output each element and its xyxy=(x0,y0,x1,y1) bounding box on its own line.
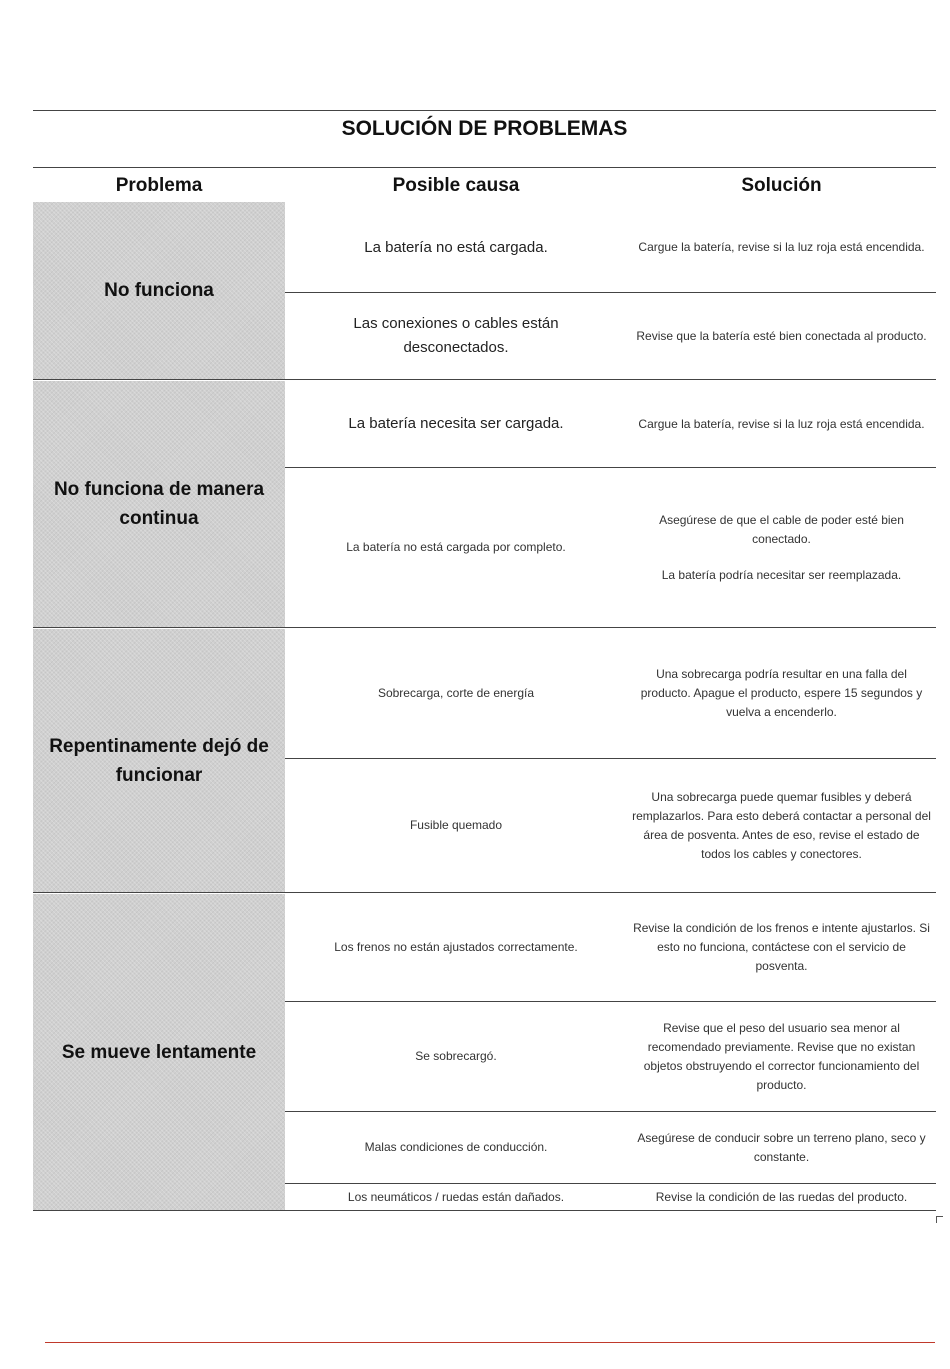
solution-text: Asegúrese de que el cable de poder esté bien conectado. xyxy=(659,512,904,546)
solution-text: Revise la condición de los frenos e intente ajustarlos. Si esto no funciona, contáctese con el servicio de posventa. xyxy=(633,921,930,973)
solution-cell xyxy=(627,468,936,627)
group-divider xyxy=(33,627,936,628)
solution-cell xyxy=(627,759,936,892)
solution-text: Revise que el peso del usuario sea menor al recomendado previamente. Revise que no existan objetos obstruyendo el corrector funcionamiento del producto. xyxy=(643,1020,920,1092)
solution-text: Una sobrecarga podría resultar en una falla del producto. Apague el producto, espere 15 segundos y vuelva a encenderlo. xyxy=(640,667,923,719)
footer-red-line xyxy=(45,1342,935,1343)
solution-cell xyxy=(627,894,936,1001)
page-title: SOLUCIÓN DE PROBLEMAS xyxy=(341,117,628,140)
solution-cell xyxy=(627,1112,936,1183)
problem-cell: No funciona de manera continua xyxy=(33,381,285,627)
title-rule xyxy=(33,167,936,168)
problem-cell: Repentinamente dejó de funcionar xyxy=(33,629,285,892)
solution-text: Asegúrese de conducir sobre un terreno plano, seco y constante. xyxy=(637,1130,926,1164)
cause-cell: Las conexiones o cables están desconectados. xyxy=(353,315,559,356)
cause-cell: La batería necesita ser cargada. xyxy=(348,415,564,432)
solution-cell xyxy=(627,381,936,467)
solution-cell xyxy=(627,1002,936,1111)
solution-cell xyxy=(627,202,936,293)
solution-cell xyxy=(627,629,936,758)
cause-cell: La batería no está cargada. xyxy=(364,238,548,256)
cause-cell: Fusible quemado xyxy=(409,818,503,832)
cause-cell: Los frenos no están ajustados correctamente. xyxy=(334,940,578,954)
header-solution: Solución xyxy=(741,175,822,196)
header-problem: Problema xyxy=(115,175,203,196)
group-divider xyxy=(33,892,936,893)
solution-text: Una sobrecarga puede quemar fusibles y deberá remplazarlos. Para esto deberá contactar a personal del área de posventa. Antes de eso, revise el estado de todos los cables y conectores. xyxy=(632,789,931,861)
cause-cell: Se sobrecargó. xyxy=(415,1049,497,1063)
solution-cell xyxy=(627,293,936,379)
solution-text: Revise que la batería esté bien conectada al producto. xyxy=(636,328,927,343)
header-cause: Posible causa xyxy=(392,175,520,196)
problem-cell: Se mueve lentamente xyxy=(33,894,285,1210)
cause-cell: Los neumáticos / ruedas están dañados. xyxy=(347,1189,565,1204)
top-rule xyxy=(33,110,936,111)
solution-cell xyxy=(627,1184,936,1210)
cause-cell: Malas condiciones de conducción. xyxy=(364,1140,548,1154)
problem-cell: No funciona xyxy=(33,202,285,379)
cause-cell: Sobrecarga, corte de energía xyxy=(377,686,535,700)
solution-text: Revise la condición de las ruedas del producto. xyxy=(655,1189,908,1204)
cause-cell: La batería no está cargada por completo. xyxy=(346,540,566,554)
table-bottom-rule xyxy=(33,1210,936,1211)
solution-text: La batería podría necesitar ser reemplazada. xyxy=(661,567,902,582)
group-divider xyxy=(33,379,936,380)
solution-text: Cargue la batería, revise si la luz roja está encendida. xyxy=(638,240,925,254)
solution-text: Cargue la batería, revise si la luz roja está encendida. xyxy=(638,416,925,431)
corner-mark xyxy=(936,1216,943,1223)
